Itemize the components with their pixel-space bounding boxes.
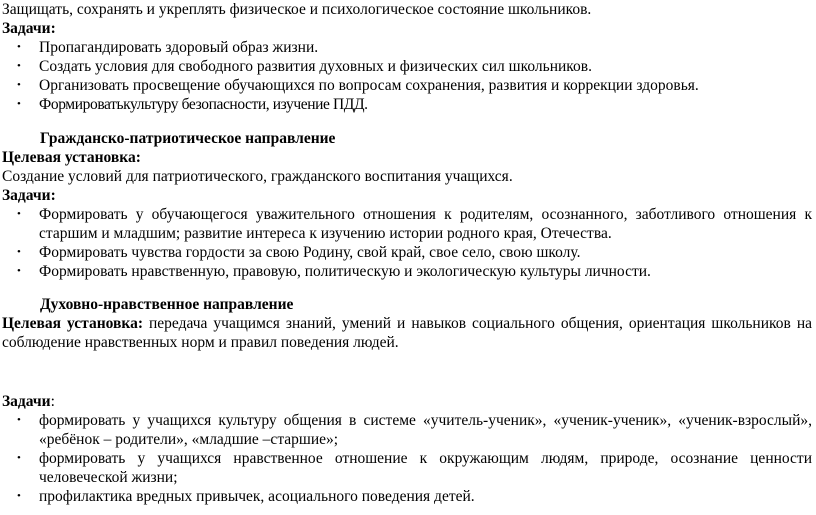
moral-task-list bbox=[2, 411, 816, 506]
list-item bbox=[2, 411, 816, 449]
list-item bbox=[2, 449, 816, 487]
list-item bbox=[2, 76, 816, 95]
moral-tasks-label: Задачи bbox=[2, 393, 51, 410]
civic-goal-label: Целевая установка: bbox=[2, 149, 141, 166]
list-item bbox=[2, 243, 816, 262]
civic-heading: Гражданско-патриотическое направление bbox=[40, 130, 336, 147]
list-item-text: Формировать чувства гордости за свою Родину, свой край, свое село, свою школу. bbox=[39, 244, 581, 261]
moral-goal-label: Целевая установка: bbox=[2, 315, 143, 332]
list-item bbox=[2, 57, 816, 76]
bullet-icon: • bbox=[17, 452, 21, 464]
bullet-icon: • bbox=[17, 41, 21, 53]
bullet-icon: • bbox=[17, 490, 21, 502]
health-tasks-label: Задачи: bbox=[2, 20, 56, 37]
list-item-text: Создать условия для свободного развития духовных и физических сил школьников. bbox=[39, 58, 592, 75]
list-item-text: Организовать просвещение обучающихся по вопросам сохранения, развития и коррекции здоровья. bbox=[39, 77, 699, 94]
civic-tasks-label: Задачи: bbox=[2, 187, 56, 204]
bullet-icon: • bbox=[17, 60, 21, 72]
health-task-list bbox=[2, 38, 816, 114]
list-item bbox=[2, 205, 816, 243]
moral-goal bbox=[2, 314, 816, 352]
list-item bbox=[2, 38, 816, 57]
bullet-icon: • bbox=[17, 265, 21, 277]
bullet-icon: • bbox=[17, 79, 21, 91]
list-item bbox=[2, 487, 816, 506]
bullet-icon: • bbox=[17, 208, 21, 220]
civic-goal-text: Создание условий для патриотического, гражданского воспитания учащихся. bbox=[2, 168, 513, 185]
list-item-text: формировать у учащихся культуру общения в системе «учитель-ученик», «ученик-ученик», «ученик-взрослый», «ребёнок – родители», «младшие –старшие»; bbox=[39, 412, 812, 448]
health-intro: Защищать, сохранять и укреплять физическое и психологическое состояние школьников. bbox=[2, 1, 592, 18]
spacer bbox=[2, 281, 816, 295]
moral-goal-text: передача учащимся знаний, умений и навыков социального общения, ориентация школьников на соблюдение нравственных норм и правил поведения людей. bbox=[2, 315, 813, 351]
civic-task-list bbox=[2, 205, 816, 281]
list-item-text: Пропагандировать здоровый образ жизни. bbox=[39, 39, 319, 56]
list-item-text: Формировать у обучающегося уважительного отношения к родителям, осознанного, заботливого отношения к старшим и младшим; развитие интереса к изучению истории родного края, Отечества. bbox=[39, 206, 812, 242]
moral-tasks-heading bbox=[2, 392, 816, 411]
spacer bbox=[2, 352, 816, 392]
bullet-icon: • bbox=[17, 98, 21, 110]
bullet-icon: • bbox=[17, 414, 21, 426]
list-item bbox=[2, 95, 816, 114]
list-item-text: Формировать нравственную, правовую, политическую и экологическую культуры личности. bbox=[39, 263, 651, 280]
list-item bbox=[2, 262, 816, 281]
moral-tasks-colon: : bbox=[50, 393, 55, 410]
list-item-text: формировать у учащихся нравственное отношение к окружающим людям, природе, осознание ценности человеческой жизни; bbox=[39, 450, 812, 486]
spacer bbox=[2, 114, 816, 129]
bullet-icon: • bbox=[17, 246, 21, 258]
moral-heading: Духовно-нравственное направление bbox=[40, 296, 294, 313]
list-item-text: Формироватькультуру безопасности, изучение ПДД. bbox=[39, 96, 368, 113]
list-item-text: профилактика вредных привычек, асоциального поведения детей. bbox=[39, 488, 475, 505]
